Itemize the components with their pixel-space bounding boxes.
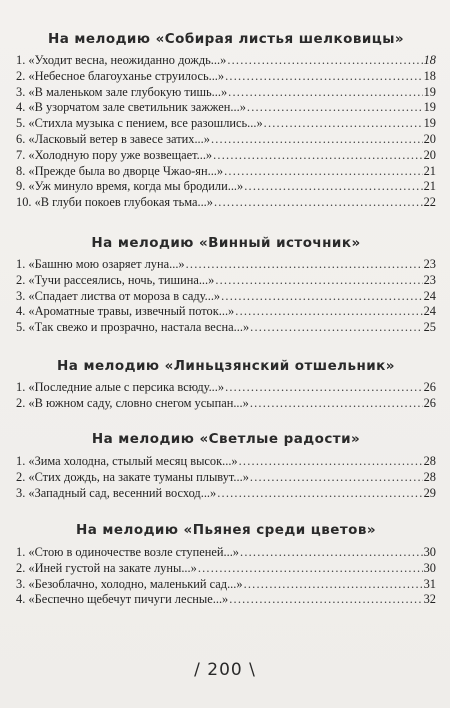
toc-section <box>16 431 436 447</box>
entry-title: 7. «Холодную пору уже возвещает...» <box>16 147 213 162</box>
entry-title: 1. «Башню мою озаряет луна...» <box>16 257 185 271</box>
entry-title: 9. «Уж минуло время, когда мы бродили...» <box>16 179 244 194</box>
entry-title: 3. «В маленьком зале глубокую тишь...» <box>16 84 228 99</box>
toc-entry <box>16 577 436 593</box>
entry-page-number: 18 <box>423 53 436 67</box>
entry-title: 6. «Ласковый ветер в завесе затих...» <box>16 131 210 146</box>
toc-entry <box>16 454 436 470</box>
leader-dots <box>215 273 422 289</box>
leader-dots <box>235 304 422 320</box>
leader-dots <box>228 85 422 101</box>
toc-section <box>16 31 436 47</box>
leader-dots <box>250 396 423 412</box>
leader-dots <box>239 454 423 470</box>
entry-page-number: 20 <box>423 131 436 146</box>
section-title: На мелодию «Собирая листья шелковицы» <box>47 31 405 47</box>
toc-list <box>16 257 436 336</box>
toc-entry <box>16 164 436 180</box>
toc-list <box>16 454 436 501</box>
entry-title: 2. «Небесное благоуханье струилось...» <box>16 68 225 83</box>
entry-title: 1. «Зима холодна, стылый месяц высок...» <box>16 454 238 468</box>
entry-page-number: 24 <box>423 288 436 303</box>
toc-list <box>16 545 436 608</box>
entry-page-number: 20 <box>423 147 436 162</box>
page-number: / 200 \ <box>194 660 256 680</box>
section-title: На мелодию «Светлые радости» <box>91 431 361 447</box>
entry-title: 8. «Прежде была во дворце Чжао-ян...» <box>16 163 224 178</box>
toc-entry <box>16 273 436 289</box>
entry-title: 10. «В глуби покоев глубокая тьма...» <box>16 195 213 210</box>
toc-entry <box>16 592 436 608</box>
entry-page-number: 22 <box>423 195 436 210</box>
toc-entry <box>16 53 436 69</box>
entry-page-number: 24 <box>423 304 436 319</box>
leader-dots <box>225 69 423 85</box>
entry-title: 3. «Западный сад, весенний восход...» <box>16 485 217 500</box>
entry-page-number: 25 <box>423 320 436 335</box>
entry-page-number: 31 <box>423 576 436 591</box>
entry-page-number: 28 <box>423 469 436 484</box>
leader-dots <box>244 577 423 593</box>
entry-title: 3. «Безоблачно, холодно, маленький сад...» <box>16 576 243 591</box>
entry-title: 4. «Ароматные травы, извечный поток...» <box>16 304 235 319</box>
entry-title: 2. «В южном саду, словно снегом усыпан...» <box>16 395 249 410</box>
toc-list <box>16 53 436 211</box>
leader-dots <box>247 100 423 116</box>
leader-dots <box>224 164 423 180</box>
toc-entry <box>16 396 436 412</box>
entry-page-number: 28 <box>423 454 436 468</box>
toc-list <box>16 380 436 412</box>
leader-dots <box>213 148 422 164</box>
leader-dots <box>186 257 423 273</box>
entry-page-number: 21 <box>423 163 436 178</box>
toc-entry <box>16 148 436 164</box>
entry-title: 3. «Спадает листва от мороза в саду...» <box>16 288 221 303</box>
entry-page-number: 30 <box>423 545 436 559</box>
toc-entry <box>16 100 436 116</box>
leader-dots <box>240 545 423 561</box>
leader-dots <box>214 195 423 211</box>
entry-page-number: 21 <box>423 179 436 194</box>
entry-page-number: 19 <box>423 116 436 131</box>
entry-title: 4. «Беспечно щебечут пичуги лесные...» <box>16 592 229 607</box>
entry-page-number: 19 <box>423 100 436 115</box>
leader-dots <box>244 179 422 195</box>
toc-entry <box>16 116 436 132</box>
leader-dots <box>221 289 422 305</box>
toc-entry <box>16 179 436 195</box>
entry-title: 5. «Стихла музыка с пением, все разошлись...» <box>16 116 263 131</box>
toc-entry <box>16 289 436 305</box>
toc-entry <box>16 132 436 148</box>
toc-entry <box>16 195 436 211</box>
entry-page-number: 26 <box>423 380 436 394</box>
entry-title: 1. «Последние алые с персика всюду...» <box>16 380 225 394</box>
leader-dots <box>198 561 423 577</box>
toc-entry <box>16 257 436 273</box>
entry-title: 2. «Стих дождь, на закате туманы плывут...» <box>16 469 249 484</box>
toc-entry <box>16 380 436 396</box>
entry-title: 5. «Так свежо и прозрачно, настала весна...» <box>16 320 250 335</box>
toc-entry <box>16 304 436 320</box>
entry-title: 4. «В узорчатом зале светильник зажжен...» <box>16 100 246 115</box>
leader-dots <box>229 592 422 608</box>
entry-page-number: 18 <box>423 68 436 83</box>
toc-section <box>16 522 436 538</box>
entry-page-number: 19 <box>423 84 436 99</box>
entry-title: 2. «Иней густой на закате луны...» <box>16 560 197 575</box>
toc-section <box>16 235 436 251</box>
toc-entry <box>16 470 436 486</box>
toc-entry <box>16 545 436 561</box>
leader-dots <box>225 380 423 396</box>
toc-entry <box>16 561 436 577</box>
section-title: На мелодию «Пьянея среди цветов» <box>75 522 377 538</box>
leader-dots <box>250 470 423 486</box>
toc-entry <box>16 486 436 502</box>
leader-dots <box>211 132 423 148</box>
entry-page-number: 23 <box>423 257 436 271</box>
entry-title: 1. «Уходит весна, неожиданно дождь...» <box>16 53 227 67</box>
leader-dots <box>217 486 422 502</box>
entry-page-number: 29 <box>423 485 436 500</box>
toc-entry <box>16 85 436 101</box>
section-title: На мелодию «Линьцзянский отшельник» <box>57 358 395 374</box>
entry-page-number: 32 <box>423 592 436 607</box>
leader-dots <box>250 320 422 336</box>
entry-page-number: 26 <box>423 395 436 410</box>
toc-section <box>16 358 436 374</box>
toc-entry <box>16 69 436 85</box>
entry-page-number: 30 <box>423 560 436 575</box>
entry-page-number: 23 <box>423 272 436 287</box>
leader-dots <box>227 53 422 69</box>
section-title: На мелодию «Винный источник» <box>91 235 361 251</box>
entry-title: 1. «Стою в одиночестве возле ступеней...» <box>16 545 240 559</box>
leader-dots <box>264 116 423 132</box>
toc-entry <box>16 320 436 336</box>
entry-title: 2. «Тучи рассеялись, ночь, тишина...» <box>16 272 215 287</box>
